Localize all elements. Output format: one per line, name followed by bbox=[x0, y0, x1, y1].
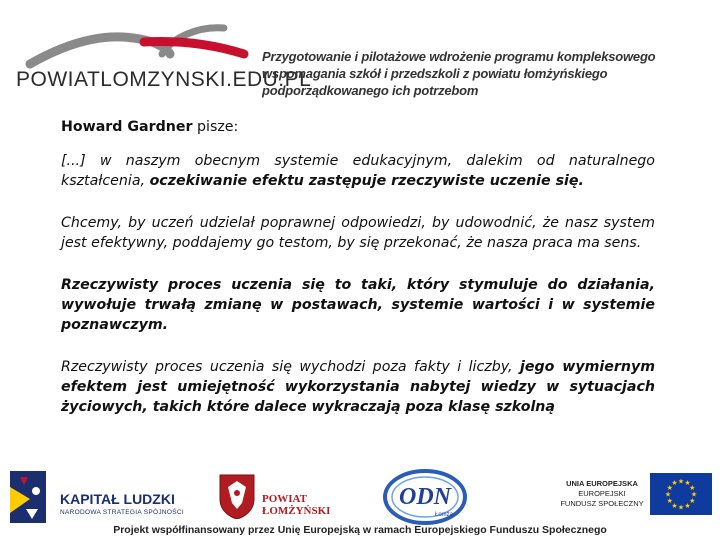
eu-star-icon: ★ bbox=[690, 490, 698, 499]
eu-star-icon: ★ bbox=[677, 477, 685, 486]
eu-star-icon: ★ bbox=[664, 490, 672, 499]
kapital-ludzki-title: KAPITAŁ LUDZKI bbox=[60, 491, 175, 507]
site-name: POWIATLOMZYNSKI.EDU.PL bbox=[16, 68, 312, 91]
kapital-ludzki-subtitle: NARODOWA STRATEGIA SPÓJNOŚCI bbox=[60, 509, 184, 516]
eu-star-icon: ★ bbox=[671, 479, 678, 488]
quote-paragraph-1 bbox=[61, 151, 655, 191]
eu-line-2: EUROPEJSKI bbox=[578, 489, 626, 498]
quote-4-bold: jego wymiernym efektem jest umiejętność wykorzystania nabytej wiedzy w sytuacjach życiowych, takich które dalece wykraczają poza klasę szkolną bbox=[61, 359, 655, 415]
quote-paragraph-2: Chcemy, by uczeń udzielał poprawnej odpowiedzi, by udowodnić, że nasz system jest efektywny, poddajemy go testom, by się przekonać, że nasza praca ma sens. bbox=[61, 215, 655, 251]
site-logo[interactable] bbox=[12, 20, 312, 100]
author-suffix: pisze: bbox=[192, 119, 239, 135]
eu-line-1: UNIA EUROPEJSKA bbox=[566, 479, 638, 488]
author-name: Howard Gardner bbox=[61, 119, 193, 135]
main-content bbox=[61, 117, 655, 439]
footer-caption: Projekt współfinansowany przez Unię Europejską w ramach Europejskiego Funduszu Społecznego bbox=[113, 524, 607, 536]
odn-logo bbox=[380, 469, 470, 525]
eu-star-icon: ★ bbox=[689, 484, 696, 492]
quote-4-text: Rzeczywisty proces uczenia się wychodzi poza fakty i liczby, bbox=[61, 359, 520, 375]
eu-star-icon: ★ bbox=[684, 501, 691, 510]
powiat-text bbox=[262, 493, 330, 517]
odn-city: Łomża bbox=[434, 512, 454, 518]
eu-star-icon: ★ bbox=[684, 479, 691, 488]
eu-star-icon: ★ bbox=[666, 484, 673, 492]
eu-flag bbox=[650, 473, 712, 515]
quote-paragraph-3: Rzeczywisty proces uczenia się to taki, który stymuluje do działania, wywołuje trwałą zmianę w postawach, systemie wartości i w systemie poznawczym. bbox=[61, 277, 655, 333]
eu-star-icon: ★ bbox=[689, 497, 696, 505]
eu-text bbox=[560, 479, 644, 509]
quote-paragraph-4 bbox=[61, 357, 655, 417]
odn-label: ODN bbox=[399, 484, 451, 510]
header bbox=[0, 0, 720, 105]
powiat-lomzynski-logo bbox=[218, 473, 348, 523]
eu-line-3: FUNDUSZ SPOŁECZNY bbox=[560, 499, 644, 508]
kapital-ludzki-logo bbox=[6, 469, 186, 525]
footer bbox=[0, 465, 720, 540]
quote-1-bold: oczekiwanie efektu zastępuje rzeczywiste uczenie się. bbox=[149, 173, 584, 189]
odn-emblem-icon bbox=[380, 469, 470, 525]
quote-1-text: [...] w naszym obecnym systemie edukacyjnym, dalekim od naturalnego kształcenia, bbox=[61, 153, 655, 189]
book-swoosh-icon bbox=[12, 20, 252, 70]
powiat-line-1: POWIAT bbox=[262, 493, 308, 505]
eu-star-icon: ★ bbox=[677, 503, 685, 512]
intro-line bbox=[61, 117, 655, 137]
eu-flag-icon bbox=[650, 473, 712, 515]
kapital-ludzki-emblem-icon bbox=[6, 469, 50, 525]
powiat-line-2: ŁOMŻYŃSKI bbox=[262, 505, 331, 517]
eu-star-icon: ★ bbox=[666, 497, 673, 505]
coat-of-arms-icon bbox=[218, 473, 256, 519]
project-title: Przygotowanie i pilotażowe wdrożenie programu kompleksowego wspomagania szkół i przedszkoli z powiatu łomżyńskiego podporządkowanego ich potrzebom bbox=[262, 49, 656, 98]
eu-star-icon: ★ bbox=[671, 501, 678, 510]
